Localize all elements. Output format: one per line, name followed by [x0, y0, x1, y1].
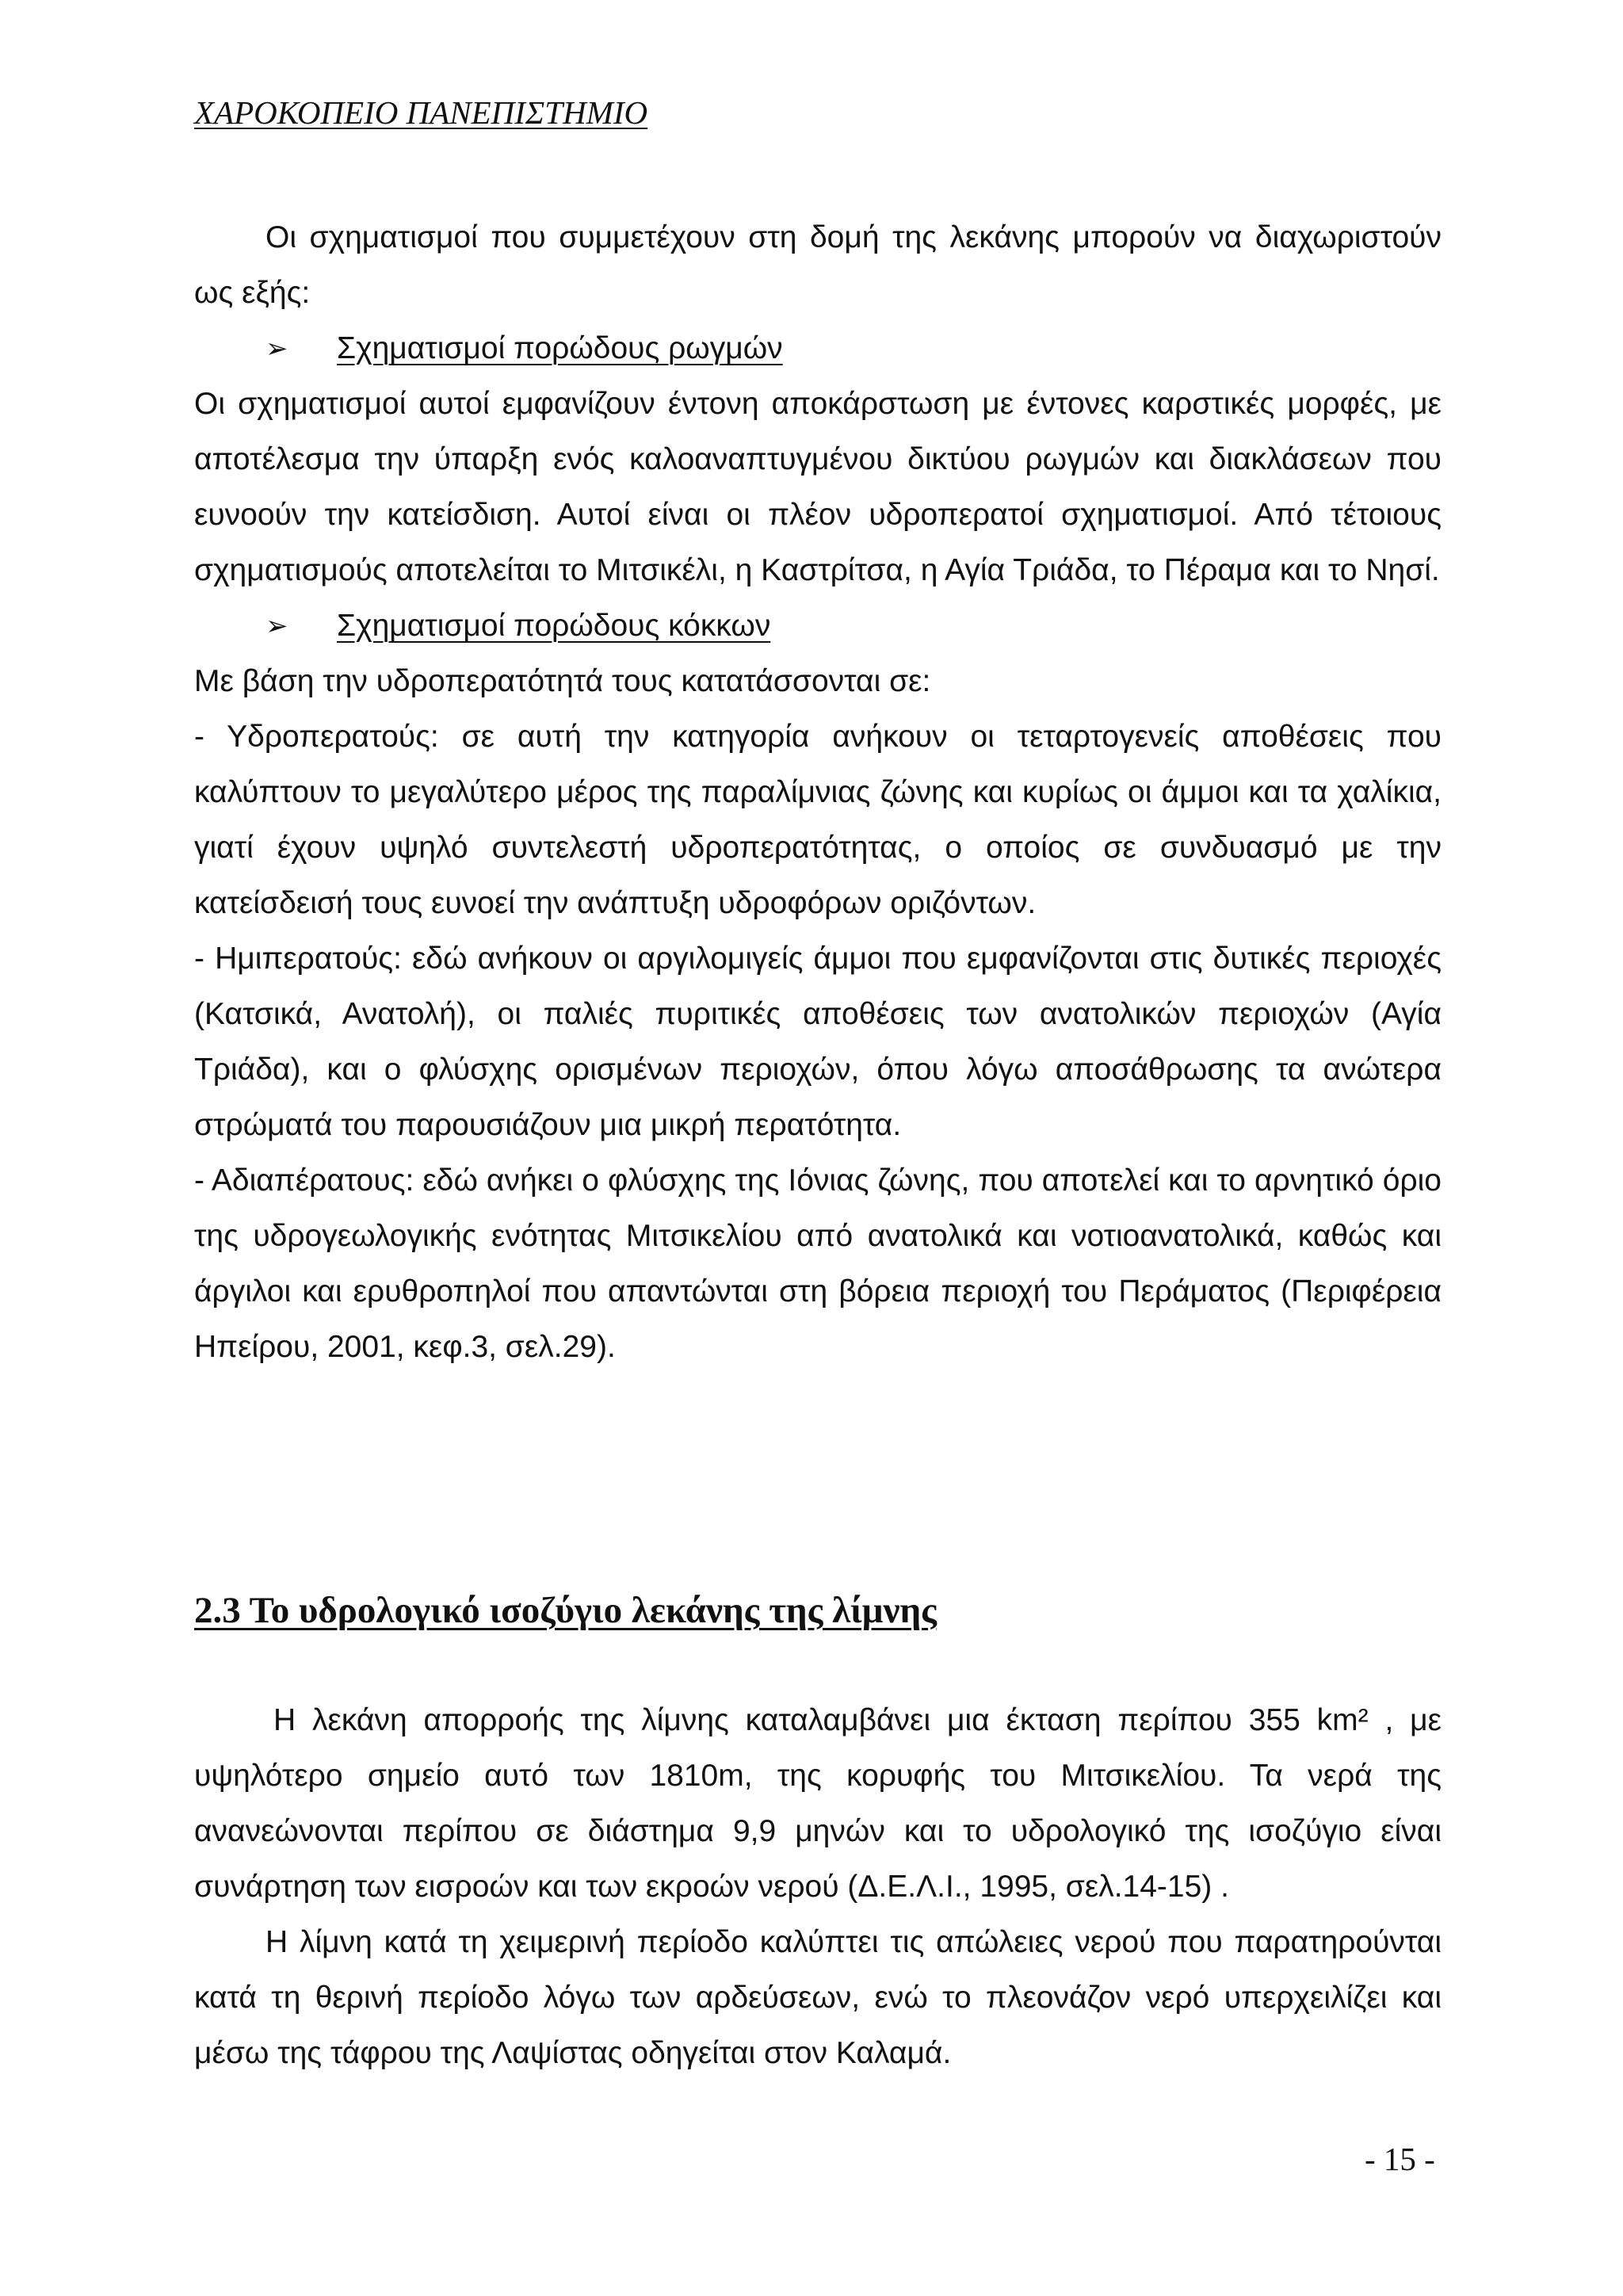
page-number: - 15 -	[1365, 2141, 1435, 2177]
grain-porosity-intro: Με βάση την υδροπερατότητά τους κατατάσσονται σε:	[194, 664, 931, 698]
semi-permeable-item: - Ημιπερατούς: εδώ ανήκουν οι αργιλομιγείς άμμοι που εμφανίζονται στις δυτικές περιοχές (Κατσικά, Ανατολή), οι παλιές πυριτικές αποθέσεις των ανατολικών περιοχών (Αγία Τριάδα), και ο φλύσχης ορισμένων περιοχών, όπου λόγω αποσάθρωσης τα ανώτερα στρώματά του παρουσιάζουν μια μικρή περατότητα.	[194, 942, 1442, 1142]
section-water-balance	[194, 1693, 1442, 2081]
arrow-bullet-icon: ➢	[265, 334, 288, 364]
bullet-title: Σχηματισμοί πορώδους ρωγμών	[337, 331, 783, 365]
running-header: ΧΑΡΟΚΟΠΕΙΟ ΠΑΝΕΠΙΣΤΗΜΙΟ	[194, 94, 648, 131]
bullet-grain-porosity	[194, 598, 1442, 654]
basin-paragraph: Η λεκάνη απορροής της λίμνης καταλαμβάνει μια έκταση περίπου 355 km² , με υψηλότερο σημείο αυτό των 1810m, της κορυφής του Μιτσικελίου. Τα νερά της ανανεώνονται περίπου σε διάστημα 9,9 μηνών και το υδρολογικό της ισοζύγιο είναι συνάρτηση των εισροών και των εκροών νερού (Δ.Ε.Λ.Ι., 1995, σελ.14-15) .	[194, 1703, 1442, 1904]
impermeable-item: - Αδιαπέρατους: εδώ ανήκει ο φλύσχης της Ιόνιας ζώνης, που αποτελεί και το αρνητικό όριο της υδρογεωλογικής ενότητας Μιτσικελίου από ανατολικά και νοτιοανατολικά, καθώς και άργιλοι και ερυθροπηλοί που απαντώνται στη βόρεια περιοχή του Περάματος (Περιφέρεια Ηπείρου, 2001, κεφ.3, σελ.29).	[194, 1163, 1442, 1364]
section-formations	[194, 210, 1442, 1375]
intro-paragraph: Οι σχηματισμοί που συμμετέχουν στη δομή της λεκάνης μπορούν να διαχωριστούν ως εξής:	[194, 220, 1442, 310]
permeable-item: - Υδροπερατούς: σε αυτή την κατηγορία ανήκουν οι τεταρτογενείς αποθέσεις που καλύπτουν το μεγαλύτερο μέρος της παραλίμνιας ζώνης και κυρίως οι άμμοι και τα χαλίκια, γιατί έχουν υψηλό συντελεστή υδροπερατότητας, ο οποίος σε συνδυασμό με την κατείσδεισή τους ευνοεί την ανάπτυξη υδροφόρων οριζόντων.	[194, 720, 1442, 920]
bullet-title: Σχηματισμοί πορώδους κόκκων	[337, 609, 771, 643]
arrow-bullet-icon: ➢	[265, 611, 288, 641]
fracture-porosity-paragraph: Οι σχηματισμοί αυτοί εμφανίζουν έντονη αποκάρστωση με έντονες καρστικές μορφές, με αποτέλεσμα την ύπαρξη ενός καλοαναπτυγμένου δικτύου ρωγμών και διακλάσεων που ευνοούν την κατείσδιση. Αυτοί είναι οι πλέον υδροπερατοί σχηματισμοί. Από τέτοιους σχηματισμούς αποτελείται το Μιτσικέλι, η Καστρίτσα, η Αγία Τριάδα, το Πέραμα και το Νησί.	[194, 387, 1442, 587]
section-heading: 2.3 Το υδρολογικό ισοζύγιο λεκάνης της λίμνης	[194, 1590, 937, 1631]
bullet-fracture-porosity	[194, 321, 1442, 376]
seasonal-paragraph: Η λίμνη κατά τη χειμερινή περίοδο καλύπτει τις απώλειες νερού που παρατηρούνται κατά τη θερινή περίοδο λόγω των αρδεύσεων, ενώ το πλεονάζον νερό υπερχειλίζει και μέσω της τάφρου της Λαψίστας οδηγείται στον Καλαμά.	[194, 1925, 1442, 2070]
